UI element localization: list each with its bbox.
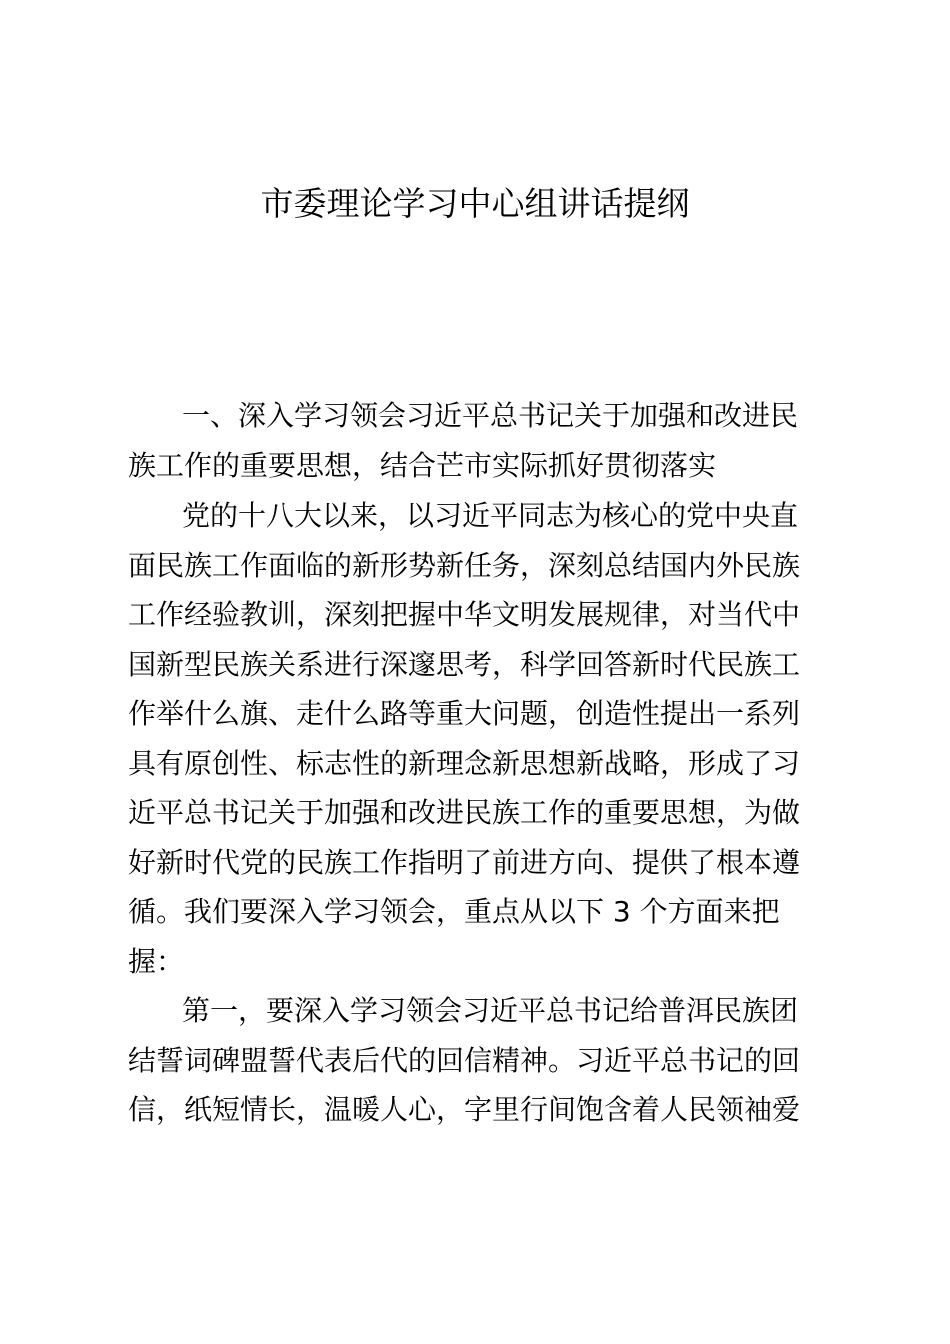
paragraph-line: 国新型民族关系进行深邃思考，科学回答新时代民族工	[128, 647, 801, 681]
paragraph-line: 面民族工作面临的新形势新任务，深刻总结国内外民族	[128, 548, 801, 582]
paragraph-line: 结誓词碑盟誓代表后代的回信精神。习近平总书记的回	[128, 1043, 801, 1077]
paragraph-1	[128, 491, 832, 986]
heading-line: 一、深入学习领会习近平总书记关于加强和改进民	[182, 399, 799, 432]
paragraph-line: 近平总书记关于加强和改进民族工作的重要思想，为做	[128, 796, 801, 829]
paragraph-line: 作举什么旗、走什么路等重大问题，创造性提出一系列	[128, 697, 801, 730]
paragraph-line: 党的十八大以来，以习近平同志为核心的党中央直	[182, 499, 799, 532]
heading-line: 族工作的重要思想，结合芒市实际抓好贯彻落实	[128, 448, 717, 482]
paragraph-line: 工作经验教训，深刻把握中华文明发展规律，对当代中	[128, 598, 801, 631]
paragraph-line: 具有原创性、标志性的新理念新思想新战略，形成了习	[128, 746, 801, 780]
paragraph-line: 信，纸短情长，温暖人心，字里行间饱含着人民领袖爱	[128, 1093, 801, 1126]
document-title: 市委理论学习中心组讲话提纲	[260, 184, 690, 223]
paragraph-2	[128, 986, 832, 1135]
paragraph-line: 好新时代党的民族工作指明了前进方向、提供了根本遵	[128, 845, 801, 879]
paragraph-line: 循。我们要深入学习领会，重点从以下 3 个方面来把	[128, 895, 780, 928]
paragraph-line: 第一，要深入学习领会习近平总书记给普洱民族团	[182, 994, 799, 1027]
section-heading-1	[128, 391, 832, 490]
paragraph-line: 握：	[128, 944, 185, 978]
